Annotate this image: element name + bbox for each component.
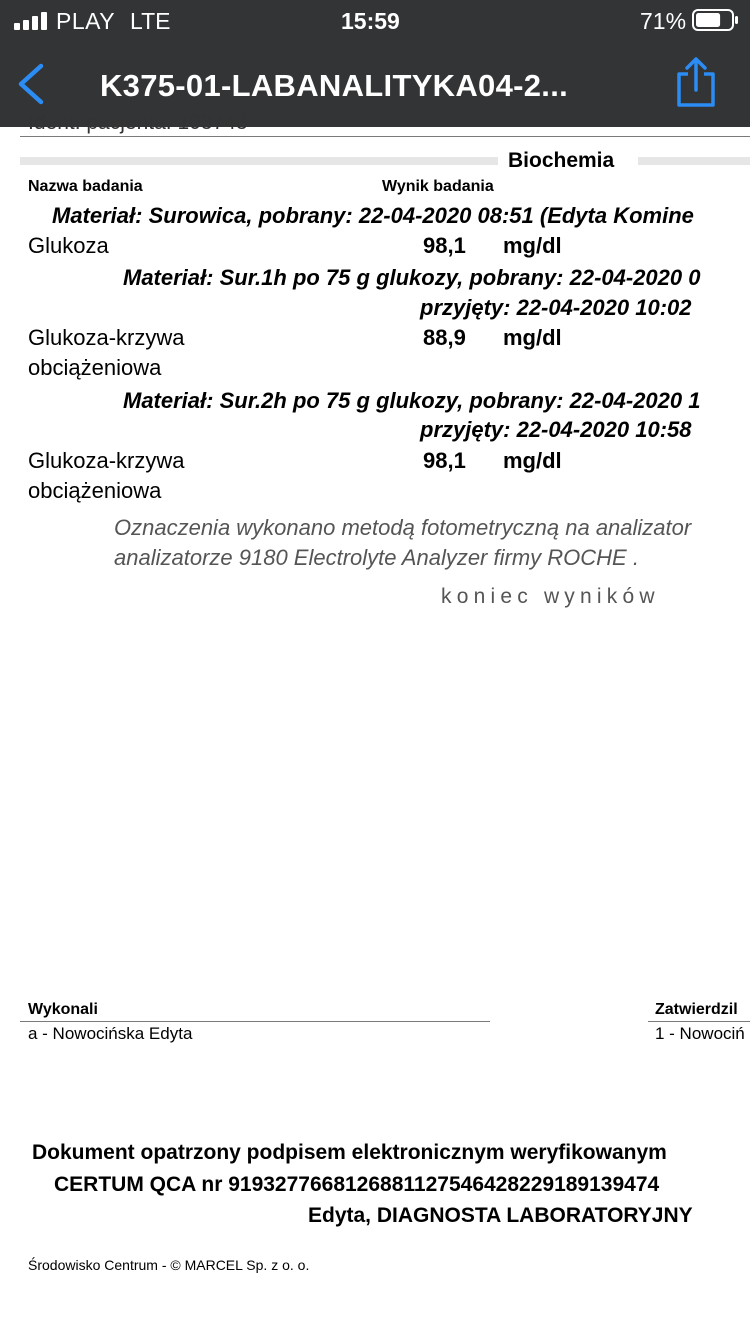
document-title: K375-01-LABANALITYKA04-2...: [100, 68, 569, 103]
test-name-continued: obciążeniowa: [28, 355, 162, 380]
material-line: Materiał: Sur.1h po 75 g glukozy, pobrany: 22-04-2020 0: [123, 265, 701, 290]
column-header-name: Nazwa badania: [28, 178, 143, 195]
section-rule-left: [20, 157, 498, 165]
material-line: Materiał: Surowica, pobrany: 22-04-2020 08:51 (Edyta Komine: [52, 203, 694, 228]
end-of-results: koniec wyników: [441, 585, 660, 608]
test-name-continued: obciążeniowa: [28, 478, 162, 503]
back-button[interactable]: [10, 58, 60, 110]
header-divider: [20, 136, 750, 137]
status-time: 15:59: [341, 8, 400, 34]
footer-copyright: Środowisko Centrum - © MARCEL Sp. z o. o.: [28, 1257, 310, 1273]
status-network: LTE: [130, 8, 171, 34]
test-unit: mg/dl: [503, 233, 562, 258]
test-name: Glukoza-krzywa: [28, 448, 185, 473]
test-value: 98,1: [423, 448, 466, 473]
column-header-result: Wynik badania: [382, 178, 494, 195]
share-icon: [670, 54, 722, 110]
test-name: Glukoza: [28, 233, 109, 258]
section-title: Biochemia: [508, 149, 615, 172]
performed-by-divider: [20, 1021, 490, 1022]
received-line: przyjęty: 22-04-2020 10:02: [420, 295, 692, 320]
performed-by-name: a - Nowocińska Edyta: [28, 1024, 193, 1043]
cut-off-patient-id: Ident. pacjenta: 103743: [28, 111, 248, 134]
signer-role: Edyta, DIAGNOSTA LABORATORYJNY: [308, 1204, 693, 1227]
method-note: Oznaczenia wykonano metodą fotometryczną na analizator: [114, 515, 692, 540]
battery-icon: [692, 8, 740, 32]
test-value: 88,9: [423, 325, 466, 350]
approved-by-name: 1 - Nowociń: [655, 1024, 745, 1043]
performed-by-label: Wykonali: [28, 1001, 98, 1018]
test-value: 98,1: [423, 233, 466, 258]
chevron-left-icon: [10, 58, 60, 110]
signal-icon: [14, 12, 48, 30]
approved-by-divider: [648, 1021, 750, 1022]
test-unit: mg/dl: [503, 325, 562, 350]
share-button[interactable]: [670, 54, 722, 110]
received-line: przyjęty: 22-04-2020 10:58: [420, 417, 692, 442]
approved-by-label: Zatwierdzil: [655, 1001, 738, 1018]
test-name: Glukoza-krzywa: [28, 325, 185, 350]
section-rule-right: [638, 157, 750, 165]
material-line: Materiał: Sur.2h po 75 g glukozy, pobrany: 22-04-2020 1: [123, 388, 701, 413]
top-bar: [0, 0, 750, 127]
status-carrier: PLAY: [56, 8, 116, 34]
signature-notice: Dokument opatrzony podpisem elektronicznym weryfikowanym: [32, 1141, 667, 1164]
method-note-continued: analizatorze 9180 Electrolyte Analyzer firmy ROCHE .: [114, 545, 639, 570]
certificate-number: CERTUM QCA nr 9193277668126881127546428229189139474: [54, 1173, 660, 1196]
battery-percentage: 71%: [640, 8, 687, 34]
test-unit: mg/dl: [503, 448, 562, 473]
